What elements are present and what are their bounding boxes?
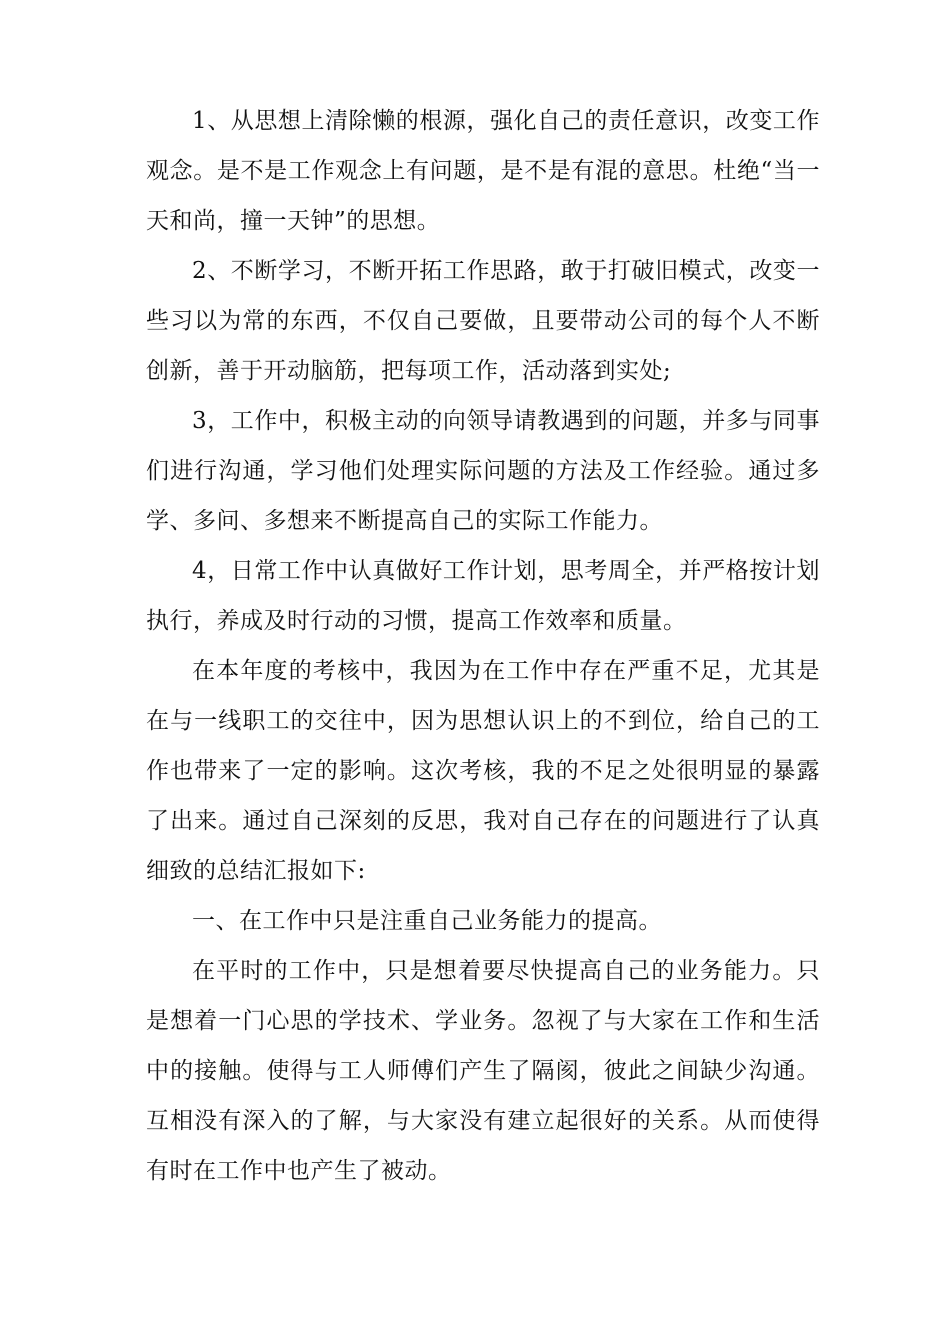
paragraph-2: 2、不断学习，不断开拓工作思路，敢于打破旧模式，改变一些习以为常的东西，不仅自己要做，且要带动公司的每个人不断创新，善于开动脑筋，把每项工作，活动落到实处; xyxy=(146,258,820,384)
section-heading: 一、在工作中只是注重自己业务能力的提高。 xyxy=(192,908,662,934)
paragraph-5: 在本年度的考核中，我因为在工作中存在严重不足，尤其是在与一线职工的交往中，因为思想认识上的不到位，给自己的工作也带来了一定的影响。这次考核，我的不足之处很明显的暴露了出来。通过自己深刻的反思，我对自己存在的问题进行了认真细致的总结汇报如下: xyxy=(146,658,820,884)
paragraph-3: 3，工作中，积极主动的向领导请教遇到的问题，并多与同事们进行沟通，学习他们处理实际问题的方法及工作经验。通过多学、多问、多想来不断提高自己的实际工作能力。 xyxy=(146,408,820,534)
paragraph-6: 在平时的工作中，只是想着要尽快提高自己的业务能力。只是想着一门心思的学技术、学业务。忽视了与大家在工作和生活中的接触。使得与工人师傅们产生了隔阂，彼此之间缺少沟通。互相没有深入的了解，与大家没有建立起很好的关系。从而使得有时在工作中也产生了被动。 xyxy=(146,958,820,1184)
paragraph-4: 4，日常工作中认真做好工作计划，思考周全，并严格按计划执行，养成及时行动的习惯，提高工作效率和质量。 xyxy=(146,558,820,634)
document-body xyxy=(146,96,820,1196)
paragraph-1: 1、从思想上清除懒的根源，强化自己的责任意识，改变工作观念。是不是工作观念上有问题，是不是有混的意思。杜绝“当一天和尚，撞一天钟”的思想。 xyxy=(146,108,820,234)
